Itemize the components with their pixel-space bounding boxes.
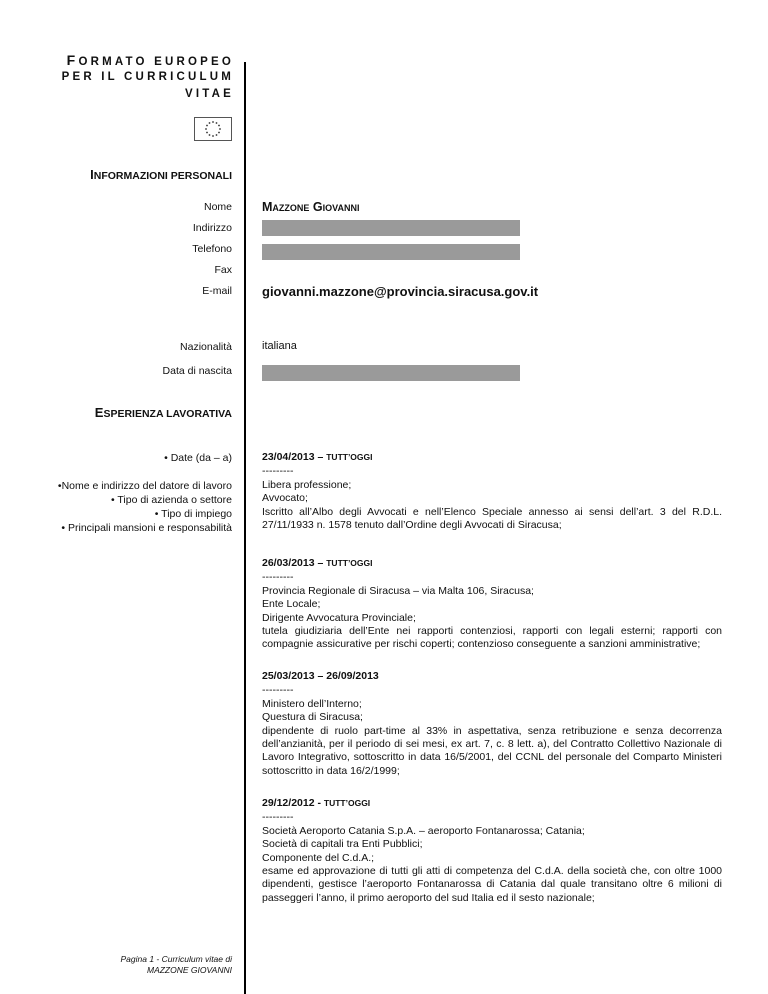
cv-title-line3: VITAE xyxy=(184,88,234,100)
vertical-rule xyxy=(244,62,246,994)
entry-line: dipendente di ruolo part-time al 33% in aspettativa, senza retribuzione e senza decorrenza dell’anzianità, per il periodo di sei mesi, ex art. 7, c. 8 lett. a), del Contratto Collettivo Nazionale di Lavoro Integrativo, sottoscritto in data 16/5/2001, del CCNL del personale del Comparto Ministeri sottoscritto in data 16/2/1999; xyxy=(262,724,722,777)
label-duties: • Principali mansioni e responsabilità xyxy=(61,522,232,534)
page-footer xyxy=(60,954,232,976)
entry-separator: --------- xyxy=(262,571,294,584)
entry-line: Ministero dell’Interno; xyxy=(262,697,362,710)
redacted-birthdate xyxy=(262,365,520,381)
entry-date: 29/12/2012 - TUTT’OGGI xyxy=(262,797,371,809)
experience-entry xyxy=(262,797,722,905)
experience-entry xyxy=(262,670,722,778)
label-nazionalita: Nazionalità xyxy=(180,341,232,353)
entry-date: 25/03/2013 – 26/09/2013 xyxy=(262,670,379,682)
entry-line: Dirigente Avvocatura Provinciale; xyxy=(262,611,416,624)
entry-date: 23/04/2013 – TUTT’OGGI xyxy=(262,451,373,463)
label-indirizzo: Indirizzo xyxy=(192,222,232,234)
cv-title-line2: PER IL CURRICULUM xyxy=(61,71,234,83)
label-email: E-mail xyxy=(202,285,232,297)
entry-line: Iscritto all’Albo degli Avvocati e nell’Elenco Speciale annesso ai sensi dell’art. 3 del R.D.L. 27/11/1933 n. 1578 tenuto dall’Ordine degli Avvocati di Siracusa; xyxy=(262,505,722,532)
entry-date: 26/03/2013 – TUTT’OGGI xyxy=(262,557,373,569)
email-value[interactable]: giovanni.mazzone@provincia.siracusa.gov.it xyxy=(262,284,539,299)
entry-separator: --------- xyxy=(262,684,294,697)
entry-separator: --------- xyxy=(262,811,294,824)
label-fax: Fax xyxy=(214,264,232,276)
section-heading-experience: ESPERIENZA LAVORATIVA xyxy=(94,405,232,420)
entry-line: Questura di Siracusa; xyxy=(262,711,363,724)
entry-line: Componente del C.d.A.; xyxy=(262,851,375,864)
eu-flag-icon xyxy=(194,117,232,141)
label-sector: • Tipo di azienda o settore xyxy=(110,494,232,506)
section-heading-personal: INFORMAZIONI PERSONALI xyxy=(90,167,232,182)
redacted-phone xyxy=(262,244,520,260)
label-date: • Date (da – a) xyxy=(164,452,232,464)
label-data-nascita: Data di nascita xyxy=(162,365,232,377)
entry-line: tutela giudiziaria dell’Ente nei rapporti contenziosi, rapporti con legali esterni; rapporti con compagnie assicurative per rischi coperti; contenzioso conseguente a sanzioni amministrative; xyxy=(262,625,722,651)
experience-entry xyxy=(262,557,722,652)
nationality-value: italiana xyxy=(262,340,297,352)
footer-line: Pagina 1 - Curriculum vitae di xyxy=(120,954,232,964)
entry-line: Avvocato; xyxy=(262,492,308,505)
label-nome: Nome xyxy=(203,201,232,213)
footer-line: MAZZONE GIOVANNI xyxy=(146,965,232,975)
label-telefono: Telefono xyxy=(192,243,232,255)
name-value: Mazzone Giovanni xyxy=(262,200,360,214)
redacted-address xyxy=(262,220,520,236)
entry-separator: --------- xyxy=(262,465,294,478)
label-employer: •Nome e indirizzo del datore di lavoro xyxy=(57,480,232,492)
entry-line: Provincia Regionale di Siracusa – via Malta 106, Siracusa; xyxy=(262,584,534,597)
entry-line: esame ed approvazione di tutti gli atti di competenza del C.d.A. della società che, con oltre 1000 dipendenti, gestisce l’aeroporto Fontanarossa di Catania dal quale transitano oltre 6 milioni di passeggeri l’anno, il primo aeroporto del sud Italia ed il sesto nazionale; xyxy=(262,865,722,904)
experience-entry xyxy=(262,451,722,532)
label-job-type: • Tipo di impiego xyxy=(154,508,232,520)
entry-line: Ente Locale; xyxy=(262,598,321,611)
entry-line: Libera professione; xyxy=(262,478,352,491)
entry-line: Società Aeroporto Catania S.p.A. – aeroporto Fontanarossa; Catania; xyxy=(262,824,585,837)
entry-line: Società di capitali tra Enti Pubblici; xyxy=(262,838,423,851)
cv-title-line1: FORMATO EUROPEO xyxy=(66,52,234,68)
